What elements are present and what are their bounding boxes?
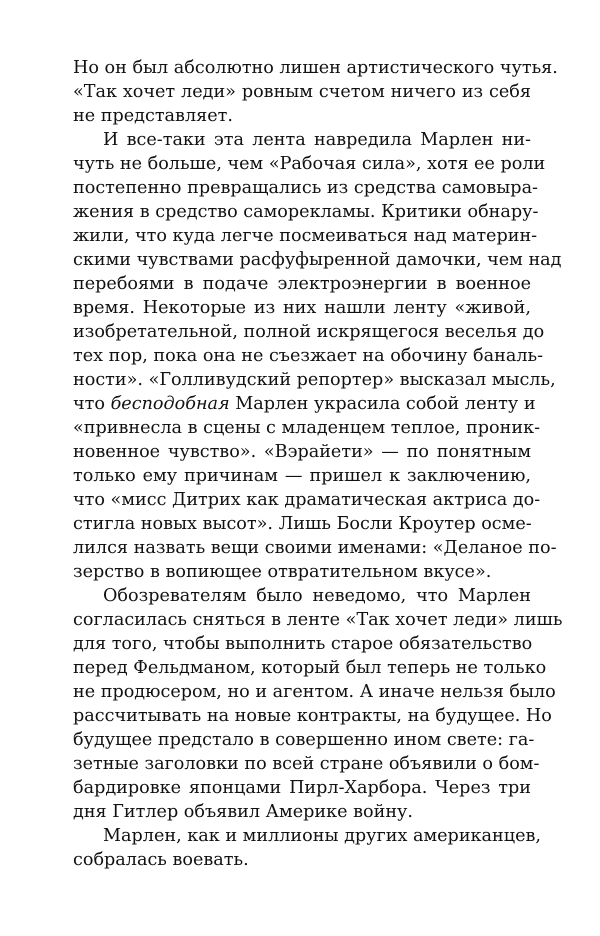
text-line: новенное чувство». «Вэрайети» — по понятным	[73, 442, 531, 462]
text-line: стигла новых высот». Лишь Босли Кроутер осме-	[73, 514, 532, 534]
text-line: собралась воевать.	[73, 850, 249, 870]
paragraph-1	[73, 56, 558, 128]
paragraph-2	[73, 128, 562, 584]
text-line: согласилась сняться в ленте «Так хочет леди» лишь	[73, 610, 563, 630]
text-line: чуть не больше, чем «Рабочая сила», хотя ее роли	[73, 154, 546, 174]
text-line: лился назвать вещи своими именами: «Деланое по-	[73, 538, 557, 558]
text-line: изобретательной, полной искрящегося веселья до	[73, 322, 545, 342]
text-line: Обозревателям было неведомо, что Марлен	[103, 586, 531, 606]
text-line: не представляет.	[73, 106, 233, 126]
text-line: бардировке японцами Пирл-Харбора. Через три	[73, 778, 531, 798]
text-line: время. Некоторые из них нашли ленту «живой,	[73, 298, 531, 318]
text-line: только ему причинам — пришел к заключению,	[73, 466, 531, 486]
text-line: жения в средство саморекламы. Критики обнару-	[73, 202, 539, 222]
text-line: жили, что куда легче посмеиваться над материн-	[73, 226, 538, 246]
paragraph-3	[73, 584, 563, 824]
text-line: тех пор, пока она не съезжает на обочину баналь-	[73, 346, 544, 366]
text-line: будущее предстало в совершенно ином свете: га-	[73, 730, 535, 750]
text-line: постепенно превращались из средства самовыра-	[73, 178, 538, 198]
text-line: перед Фельдманом, который был теперь не только	[73, 658, 547, 678]
paragraph-4	[73, 824, 541, 872]
text-line: «привнесла в сцены с младенцем теплое, проник-	[73, 418, 541, 438]
text-line: не продюсером, но и агентом. А иначе нельзя было	[73, 682, 556, 702]
text-line: дня Гитлер объявил Америке войну.	[73, 802, 413, 822]
text-line: скими чувствами расфуфыренной дамочки, чем над	[73, 250, 562, 270]
italic-word: бесподобная	[110, 394, 230, 414]
text-line: «Так хочет леди» ровным счетом ничего из себя	[73, 82, 531, 102]
text-line: перебоями в подаче электроэнергии в военное	[73, 274, 531, 294]
text-line: Марлен, как и миллионы других американцев,	[103, 826, 541, 846]
text-line: И все-таки эта лента навредила Марлен ни-	[103, 130, 531, 150]
text-line: для того, чтобы выполнить старое обязательство	[73, 634, 533, 654]
text-line: зетные заголовки по всей стране объявили о бом-	[73, 754, 540, 774]
text-line: Но он был абсолютно лишен артистического чутья.	[73, 58, 558, 78]
book-page	[73, 56, 563, 872]
text-line: рассчитывать на новые контракты, на будущее. Но	[73, 706, 552, 726]
text-line-with-italic: что бесподобная Марлен украсила собой ленту и	[73, 394, 536, 414]
text-line: зерство в вопиющее отвратительном вкусе».	[73, 562, 492, 582]
text-line: что «мисс Дитрих как драматическая актриса до-	[73, 490, 541, 510]
text-line: ности». «Голливудский репортер» высказал мысль,	[73, 370, 556, 390]
